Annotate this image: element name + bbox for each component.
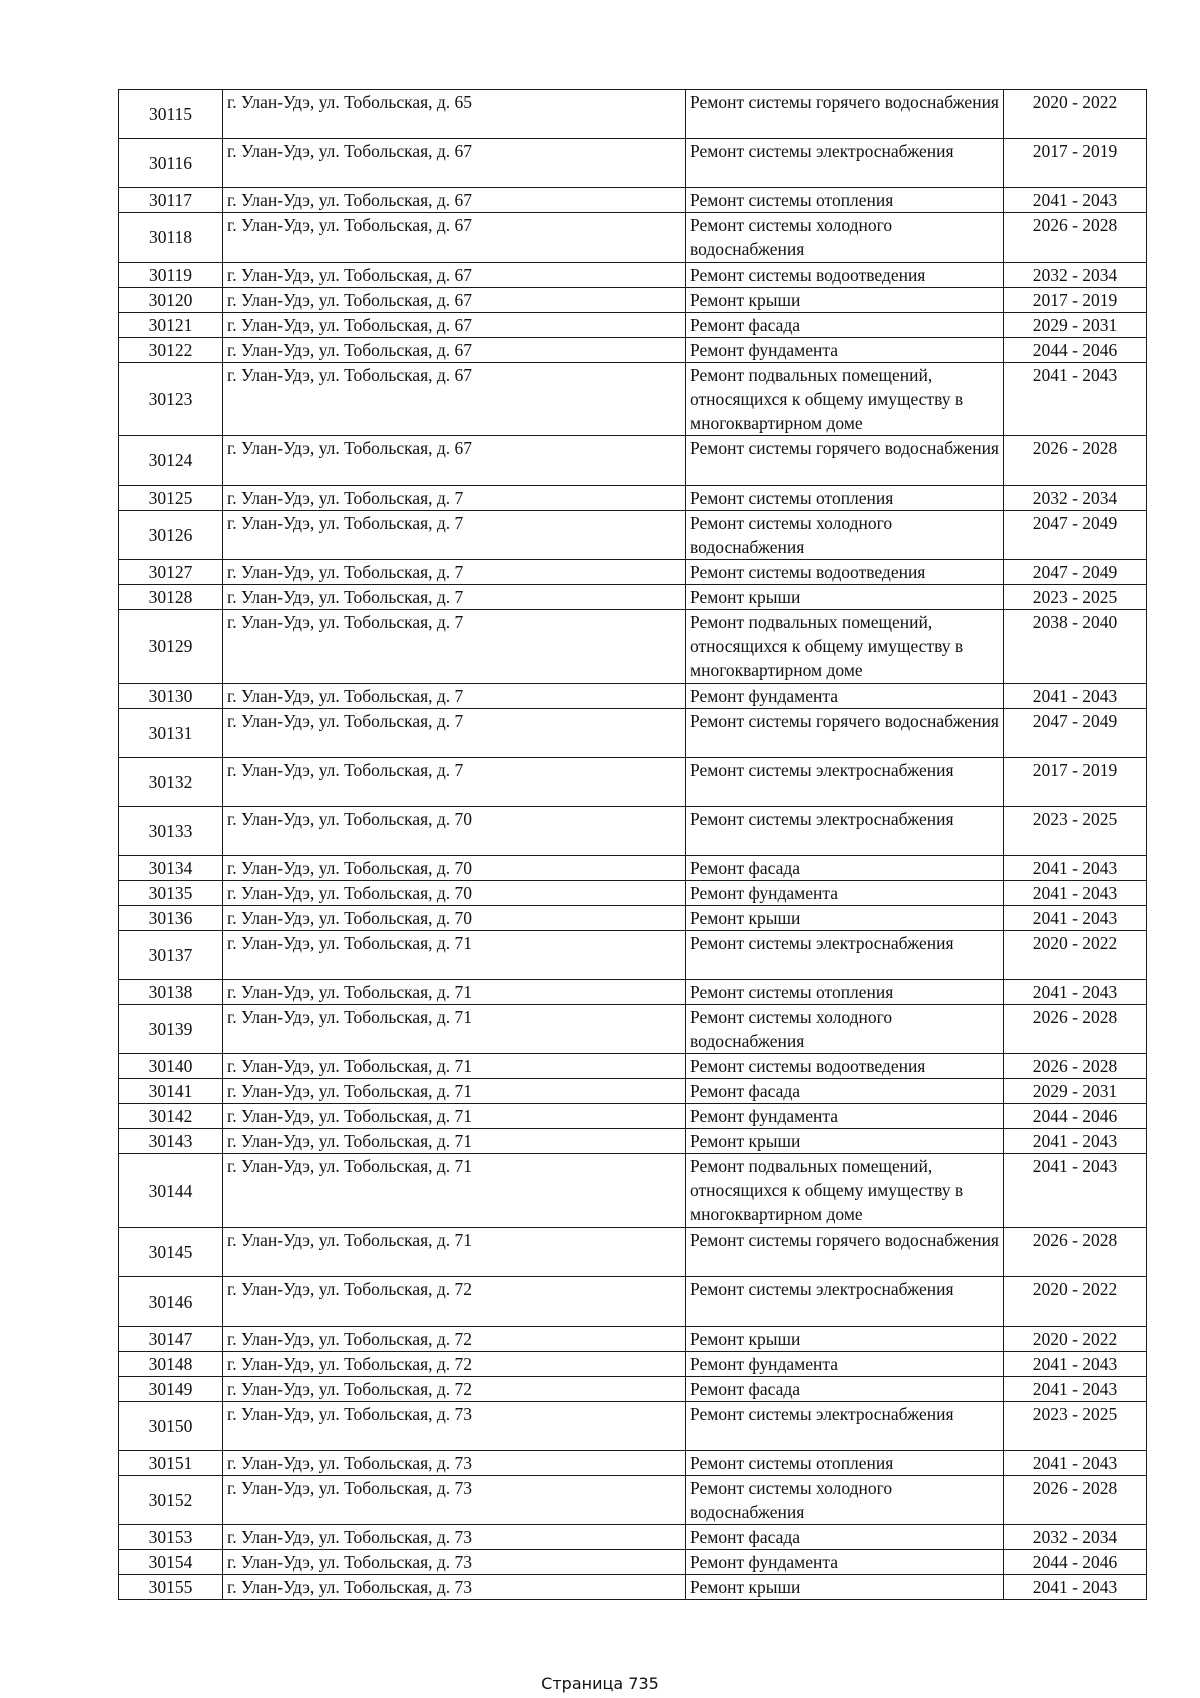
- table-row: [119, 708, 1147, 757]
- row-number-cell: 30142: [119, 1104, 223, 1129]
- row-number-cell: 30116: [119, 139, 223, 188]
- period-cell: 2023 - 2025: [1004, 806, 1147, 855]
- table-row: [119, 559, 1147, 584]
- address-cell: г. Улан-Удэ, ул. Тобольская, д. 67: [223, 436, 686, 485]
- repair-schedule-table: [118, 89, 1147, 1600]
- address-cell: г. Улан-Удэ, ул. Тобольская, д. 71: [223, 931, 686, 980]
- address-cell: г. Улан-Удэ, ул. Тобольская, д. 72: [223, 1351, 686, 1376]
- address-cell: г. Улан-Удэ, ул. Тобольская, д. 71: [223, 1129, 686, 1154]
- work-type-cell: Ремонт крыши: [686, 1575, 1004, 1600]
- table-row: [119, 1450, 1147, 1475]
- address-cell: г. Улан-Удэ, ул. Тобольская, д. 72: [223, 1376, 686, 1401]
- period-cell: 2023 - 2025: [1004, 1401, 1147, 1450]
- period-cell: 2041 - 2043: [1004, 1154, 1147, 1228]
- work-type-cell: Ремонт системы холодного водоснабжения: [686, 213, 1004, 262]
- work-type-cell: Ремонт системы электроснабжения: [686, 1277, 1004, 1326]
- row-number-cell: 30151: [119, 1450, 223, 1475]
- table-row: [119, 1054, 1147, 1079]
- table-row: [119, 188, 1147, 213]
- work-type-cell: Ремонт системы водоотведения: [686, 262, 1004, 287]
- table-row: [119, 139, 1147, 188]
- address-cell: г. Улан-Удэ, ул. Тобольская, д. 72: [223, 1326, 686, 1351]
- address-cell: г. Улан-Удэ, ул. Тобольская, д. 73: [223, 1475, 686, 1524]
- row-number-cell: 30134: [119, 856, 223, 881]
- period-cell: 2032 - 2034: [1004, 1525, 1147, 1550]
- work-type-cell: Ремонт системы электроснабжения: [686, 1401, 1004, 1450]
- address-cell: г. Улан-Удэ, ул. Тобольская, д. 7: [223, 708, 686, 757]
- work-type-cell: Ремонт крыши: [686, 906, 1004, 931]
- row-number-cell: 30128: [119, 584, 223, 609]
- row-number-cell: 30129: [119, 609, 223, 683]
- work-type-cell: Ремонт системы водоотведения: [686, 559, 1004, 584]
- row-number-cell: 30118: [119, 213, 223, 262]
- address-cell: г. Улан-Удэ, ул. Тобольская, д. 73: [223, 1450, 686, 1475]
- work-type-cell: Ремонт фундамента: [686, 1351, 1004, 1376]
- row-number-cell: 30124: [119, 436, 223, 485]
- period-cell: 2017 - 2019: [1004, 287, 1147, 312]
- period-cell: 2041 - 2043: [1004, 881, 1147, 906]
- period-cell: 2044 - 2046: [1004, 1104, 1147, 1129]
- row-number-cell: 30132: [119, 757, 223, 806]
- address-cell: г. Улан-Удэ, ул. Тобольская, д. 71: [223, 1228, 686, 1277]
- period-cell: 2041 - 2043: [1004, 980, 1147, 1005]
- row-number-cell: 30152: [119, 1475, 223, 1524]
- row-number-cell: 30131: [119, 708, 223, 757]
- period-cell: 2026 - 2028: [1004, 1054, 1147, 1079]
- row-number-cell: 30117: [119, 188, 223, 213]
- row-number-cell: 30139: [119, 1005, 223, 1054]
- table-row: [119, 806, 1147, 855]
- address-cell: г. Улан-Удэ, ул. Тобольская, д. 67: [223, 139, 686, 188]
- table-row: [119, 1376, 1147, 1401]
- table-row: [119, 1104, 1147, 1129]
- period-cell: 2032 - 2034: [1004, 485, 1147, 510]
- period-cell: 2044 - 2046: [1004, 337, 1147, 362]
- row-number-cell: 30154: [119, 1550, 223, 1575]
- period-cell: 2029 - 2031: [1004, 1079, 1147, 1104]
- work-type-cell: Ремонт фундамента: [686, 683, 1004, 708]
- period-cell: 2020 - 2022: [1004, 1277, 1147, 1326]
- table-row: [119, 287, 1147, 312]
- row-number-cell: 30126: [119, 510, 223, 559]
- work-type-cell: Ремонт системы электроснабжения: [686, 757, 1004, 806]
- table-row: [119, 683, 1147, 708]
- address-cell: г. Улан-Удэ, ул. Тобольская, д. 73: [223, 1525, 686, 1550]
- address-cell: г. Улан-Удэ, ул. Тобольская, д. 73: [223, 1401, 686, 1450]
- row-number-cell: 30119: [119, 262, 223, 287]
- row-number-cell: 30144: [119, 1154, 223, 1228]
- table-row: [119, 337, 1147, 362]
- address-cell: г. Улан-Удэ, ул. Тобольская, д. 72: [223, 1277, 686, 1326]
- work-type-cell: Ремонт системы горячего водоснабжения: [686, 708, 1004, 757]
- work-type-cell: Ремонт крыши: [686, 1129, 1004, 1154]
- period-cell: 2017 - 2019: [1004, 757, 1147, 806]
- table-row: [119, 1129, 1147, 1154]
- address-cell: г. Улан-Удэ, ул. Тобольская, д. 73: [223, 1575, 686, 1600]
- period-cell: 2041 - 2043: [1004, 1450, 1147, 1475]
- work-type-cell: Ремонт крыши: [686, 584, 1004, 609]
- work-type-cell: Ремонт подвальных помещений, относящихся к общему имуществу в многоквартирном доме: [686, 609, 1004, 683]
- table-row: [119, 1079, 1147, 1104]
- address-cell: г. Улан-Удэ, ул. Тобольская, д. 70: [223, 856, 686, 881]
- row-number-cell: 30133: [119, 806, 223, 855]
- work-type-cell: Ремонт крыши: [686, 1326, 1004, 1351]
- address-cell: г. Улан-Удэ, ул. Тобольская, д. 7: [223, 584, 686, 609]
- address-cell: г. Улан-Удэ, ул. Тобольская, д. 71: [223, 1054, 686, 1079]
- table-row: [119, 362, 1147, 436]
- address-cell: г. Улан-Удэ, ул. Тобольская, д. 71: [223, 1005, 686, 1054]
- work-type-cell: Ремонт системы горячего водоснабжения: [686, 436, 1004, 485]
- row-number-cell: 30153: [119, 1525, 223, 1550]
- address-cell: г. Улан-Удэ, ул. Тобольская, д. 7: [223, 485, 686, 510]
- period-cell: 2047 - 2049: [1004, 510, 1147, 559]
- work-type-cell: Ремонт фасада: [686, 1525, 1004, 1550]
- address-cell: г. Улан-Удэ, ул. Тобольская, д. 67: [223, 287, 686, 312]
- row-number-cell: 30143: [119, 1129, 223, 1154]
- row-number-cell: 30121: [119, 312, 223, 337]
- table-row: [119, 1228, 1147, 1277]
- work-type-cell: Ремонт фундамента: [686, 1104, 1004, 1129]
- period-cell: 2047 - 2049: [1004, 708, 1147, 757]
- address-cell: г. Улан-Удэ, ул. Тобольская, д. 71: [223, 1104, 686, 1129]
- address-cell: г. Улан-Удэ, ул. Тобольская, д. 67: [223, 312, 686, 337]
- table-row: [119, 584, 1147, 609]
- work-type-cell: Ремонт системы отопления: [686, 980, 1004, 1005]
- row-number-cell: 30120: [119, 287, 223, 312]
- table-row: [119, 906, 1147, 931]
- work-type-cell: Ремонт фасада: [686, 1079, 1004, 1104]
- table-row: [119, 1351, 1147, 1376]
- period-cell: 2026 - 2028: [1004, 1005, 1147, 1054]
- address-cell: г. Улан-Удэ, ул. Тобольская, д. 67: [223, 262, 686, 287]
- period-cell: 2038 - 2040: [1004, 609, 1147, 683]
- address-cell: г. Улан-Удэ, ул. Тобольская, д. 67: [223, 362, 686, 436]
- work-type-cell: Ремонт фундамента: [686, 1550, 1004, 1575]
- table-row: [119, 312, 1147, 337]
- table-row: [119, 262, 1147, 287]
- row-number-cell: 30122: [119, 337, 223, 362]
- row-number-cell: 30136: [119, 906, 223, 931]
- table-row: [119, 485, 1147, 510]
- work-type-cell: Ремонт системы водоотведения: [686, 1054, 1004, 1079]
- row-number-cell: 30140: [119, 1054, 223, 1079]
- row-number-cell: 30127: [119, 559, 223, 584]
- address-cell: г. Улан-Удэ, ул. Тобольская, д. 71: [223, 1079, 686, 1104]
- address-cell: г. Улан-Удэ, ул. Тобольская, д. 70: [223, 806, 686, 855]
- address-cell: г. Улан-Удэ, ул. Тобольская, д. 67: [223, 213, 686, 262]
- period-cell: 2020 - 2022: [1004, 931, 1147, 980]
- table-row: [119, 1326, 1147, 1351]
- row-number-cell: 30130: [119, 683, 223, 708]
- address-cell: г. Улан-Удэ, ул. Тобольская, д. 7: [223, 683, 686, 708]
- work-type-cell: Ремонт системы электроснабжения: [686, 139, 1004, 188]
- table-row: [119, 931, 1147, 980]
- period-cell: 2023 - 2025: [1004, 584, 1147, 609]
- period-cell: 2020 - 2022: [1004, 90, 1147, 139]
- period-cell: 2029 - 2031: [1004, 312, 1147, 337]
- row-number-cell: 30135: [119, 881, 223, 906]
- row-number-cell: 30141: [119, 1079, 223, 1104]
- period-cell: 2041 - 2043: [1004, 1575, 1147, 1600]
- table-row: [119, 1575, 1147, 1600]
- period-cell: 2032 - 2034: [1004, 262, 1147, 287]
- period-cell: 2044 - 2046: [1004, 1550, 1147, 1575]
- period-cell: 2041 - 2043: [1004, 1129, 1147, 1154]
- period-cell: 2017 - 2019: [1004, 139, 1147, 188]
- work-type-cell: Ремонт системы электроснабжения: [686, 806, 1004, 855]
- row-number-cell: 30148: [119, 1351, 223, 1376]
- row-number-cell: 30123: [119, 362, 223, 436]
- table-row: [119, 1401, 1147, 1450]
- work-type-cell: Ремонт системы холодного водоснабжения: [686, 510, 1004, 559]
- row-number-cell: 30150: [119, 1401, 223, 1450]
- table-row: [119, 609, 1147, 683]
- period-cell: 2041 - 2043: [1004, 362, 1147, 436]
- address-cell: г. Улан-Удэ, ул. Тобольская, д. 67: [223, 188, 686, 213]
- row-number-cell: 30145: [119, 1228, 223, 1277]
- period-cell: 2041 - 2043: [1004, 1351, 1147, 1376]
- row-number-cell: 30155: [119, 1575, 223, 1600]
- table-row: [119, 213, 1147, 262]
- address-cell: г. Улан-Удэ, ул. Тобольская, д. 7: [223, 609, 686, 683]
- work-type-cell: Ремонт фасада: [686, 312, 1004, 337]
- address-cell: г. Улан-Удэ, ул. Тобольская, д. 71: [223, 980, 686, 1005]
- period-cell: 2026 - 2028: [1004, 436, 1147, 485]
- table-row: [119, 90, 1147, 139]
- row-number-cell: 30146: [119, 1277, 223, 1326]
- table-row: [119, 881, 1147, 906]
- period-cell: 2026 - 2028: [1004, 1475, 1147, 1524]
- period-cell: 2026 - 2028: [1004, 213, 1147, 262]
- work-type-cell: Ремонт системы отопления: [686, 1450, 1004, 1475]
- table-row: [119, 856, 1147, 881]
- row-number-cell: 30137: [119, 931, 223, 980]
- table-row: [119, 1277, 1147, 1326]
- period-cell: 2026 - 2028: [1004, 1228, 1147, 1277]
- address-cell: г. Улан-Удэ, ул. Тобольская, д. 70: [223, 906, 686, 931]
- period-cell: 2020 - 2022: [1004, 1326, 1147, 1351]
- table-row: [119, 1550, 1147, 1575]
- table-row: [119, 1154, 1147, 1228]
- table-row: [119, 436, 1147, 485]
- table-row: [119, 510, 1147, 559]
- work-type-cell: Ремонт подвальных помещений, относящихся к общему имуществу в многоквартирном доме: [686, 362, 1004, 436]
- work-type-cell: Ремонт системы отопления: [686, 485, 1004, 510]
- work-type-cell: Ремонт системы горячего водоснабжения: [686, 1228, 1004, 1277]
- work-type-cell: Ремонт системы холодного водоснабжения: [686, 1475, 1004, 1524]
- work-type-cell: Ремонт фундамента: [686, 881, 1004, 906]
- address-cell: г. Улан-Удэ, ул. Тобольская, д. 71: [223, 1154, 686, 1228]
- table-row: [119, 757, 1147, 806]
- row-number-cell: 30147: [119, 1326, 223, 1351]
- period-cell: 2041 - 2043: [1004, 188, 1147, 213]
- row-number-cell: 30149: [119, 1376, 223, 1401]
- row-number-cell: 30125: [119, 485, 223, 510]
- work-type-cell: Ремонт подвальных помещений, относящихся к общему имуществу в многоквартирном доме: [686, 1154, 1004, 1228]
- work-type-cell: Ремонт системы горячего водоснабжения: [686, 90, 1004, 139]
- work-type-cell: Ремонт системы отопления: [686, 188, 1004, 213]
- work-type-cell: Ремонт фасада: [686, 856, 1004, 881]
- period-cell: 2041 - 2043: [1004, 856, 1147, 881]
- period-cell: 2041 - 2043: [1004, 683, 1147, 708]
- address-cell: г. Улан-Удэ, ул. Тобольская, д. 67: [223, 337, 686, 362]
- period-cell: 2047 - 2049: [1004, 559, 1147, 584]
- row-number-cell: 30138: [119, 980, 223, 1005]
- address-cell: г. Улан-Удэ, ул. Тобольская, д. 73: [223, 1550, 686, 1575]
- work-type-cell: Ремонт фасада: [686, 1376, 1004, 1401]
- table-row: [119, 980, 1147, 1005]
- address-cell: г. Улан-Удэ, ул. Тобольская, д. 7: [223, 757, 686, 806]
- row-number-cell: 30115: [119, 90, 223, 139]
- work-type-cell: Ремонт крыши: [686, 287, 1004, 312]
- period-cell: 2041 - 2043: [1004, 906, 1147, 931]
- table-body: [119, 90, 1147, 1600]
- work-type-cell: Ремонт системы холодного водоснабжения: [686, 1005, 1004, 1054]
- table-row: [119, 1005, 1147, 1054]
- table-row: [119, 1525, 1147, 1550]
- table-row: [119, 1475, 1147, 1524]
- page-number: Страница 735: [541, 1674, 659, 1693]
- address-cell: г. Улан-Удэ, ул. Тобольская, д. 70: [223, 881, 686, 906]
- period-cell: 2041 - 2043: [1004, 1376, 1147, 1401]
- work-type-cell: Ремонт фундамента: [686, 337, 1004, 362]
- work-type-cell: Ремонт системы электроснабжения: [686, 931, 1004, 980]
- address-cell: г. Улан-Удэ, ул. Тобольская, д. 7: [223, 559, 686, 584]
- address-cell: г. Улан-Удэ, ул. Тобольская, д. 7: [223, 510, 686, 559]
- address-cell: г. Улан-Удэ, ул. Тобольская, д. 65: [223, 90, 686, 139]
